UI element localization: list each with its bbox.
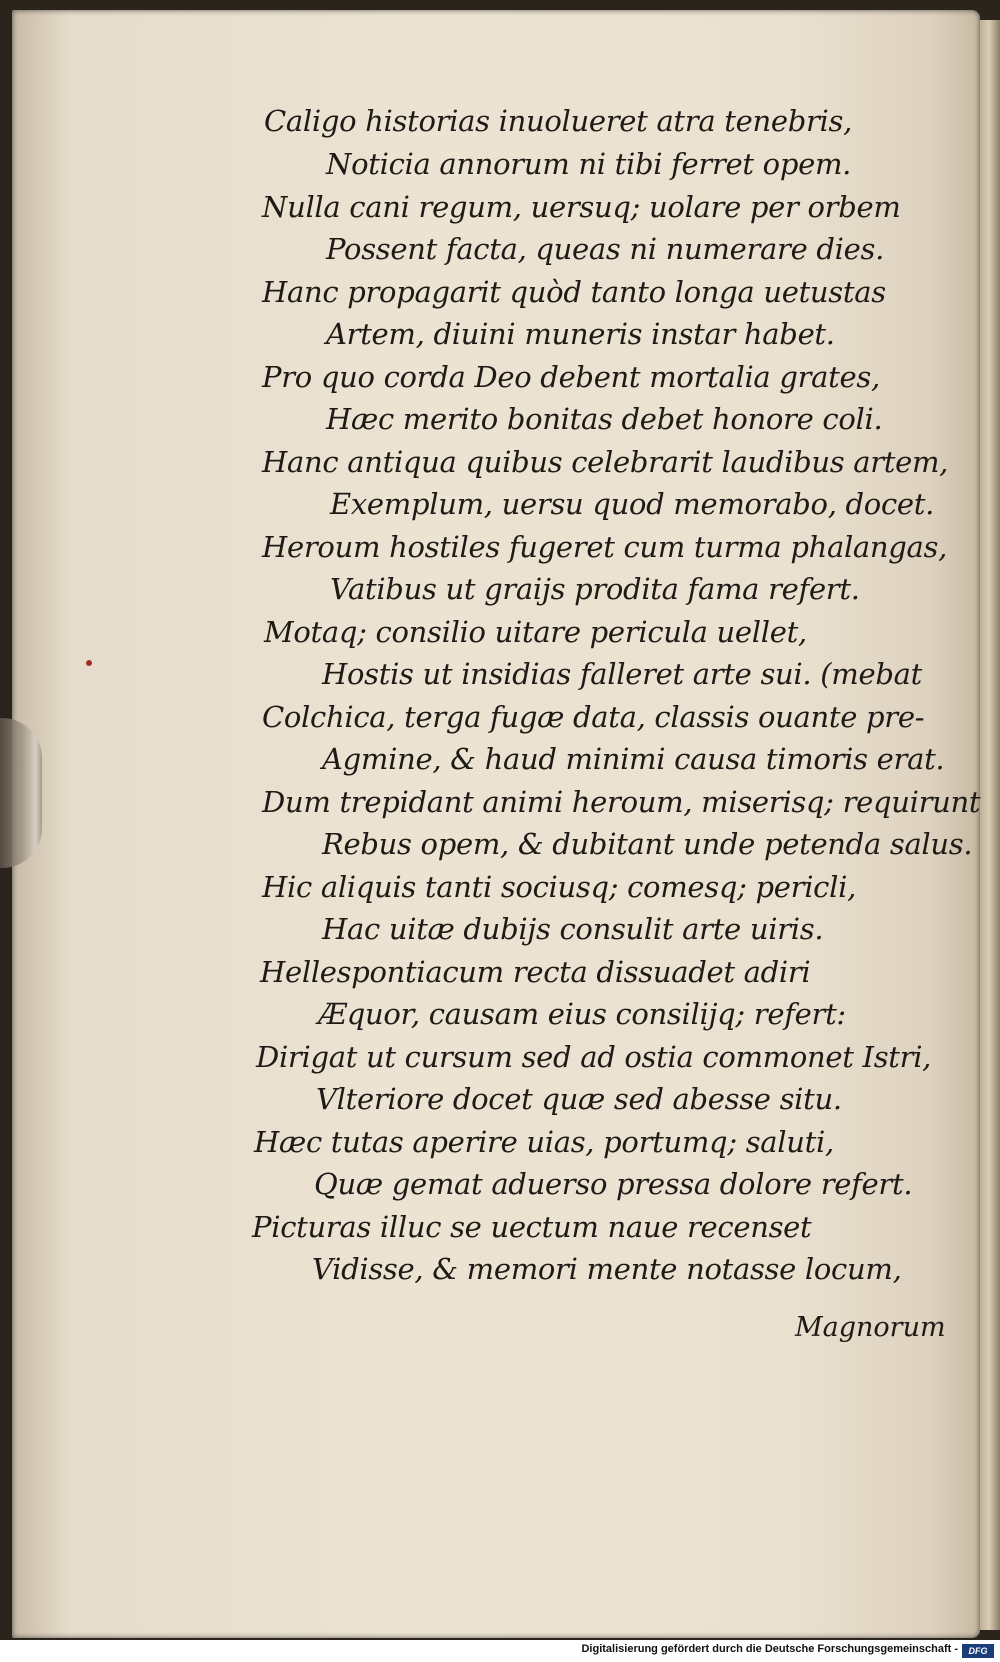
verse-line: Noticia annorum ni tibi ferret opem. [326,147,852,181]
verse-line: Quæ gemat aduerso pressa dolore refert. [314,1167,913,1201]
dfg-logo-icon: DFG [962,1644,994,1658]
verse-line: Rebus opem, & dubitant unde petenda salus. [322,827,973,861]
verse-line: Nulla cani regum, uersuq; uolare per orbem [262,190,901,224]
verse-line: Exemplum, uersu quod memorabo, docet. [330,487,935,521]
verse-line: Dum trepidant animi heroum, miserisq; requirunt [262,785,981,819]
verse-line: Vatibus ut graijs prodita fama refert. [330,572,860,606]
verse-line: Hæc merito bonitas debet honore coli. [326,402,883,436]
verse-line: Picturas illuc se uectum naue recenset [252,1210,812,1244]
verse-line: Æquor, causam eius consilijq; refert: [318,997,846,1031]
verse-line: Hostis ut insidias falleret arte sui. (mebat [322,657,922,691]
verse-line: Hellespontiacum recta dissuadet adiri [260,955,811,989]
verse-line: Artem, diuini muneris instar habet. [326,317,835,351]
footer-bar [0,1640,1000,1662]
verse-line: Agmine, & haud minimi causa timoris erat. [322,742,945,776]
verse-line: Pro quo corda Deo debent mortalia grates, [262,360,880,394]
verse-line: Hac uitæ dubijs consulit arte uiris. [322,912,824,946]
verse-line: Caligo historias inuolueret atra tenebris, [264,104,853,138]
catchword: Magnorum [795,1312,946,1343]
verse-line: Dirigat ut cursum sed ad ostia commonet Istri, [256,1040,932,1074]
verse-line: Hæc tutas aperire uias, portumq; saluti, [254,1125,834,1159]
verse-line: Hic aliquis tanti sociusq; comesq; pericli, [262,870,856,904]
verse-line: Vidisse, & memori mente notasse locum, [312,1252,902,1286]
verse-line: Possent facta, queas ni numerare dies. [326,232,884,266]
verse-line: Hanc antiqua quibus celebrarit laudibus artem, [262,445,949,479]
verse-line: Hanc propagarit quòd tanto longa uetustas [262,275,886,309]
verse-line: Vlteriore docet quæ sed abesse situ. [316,1082,842,1116]
verse-line: Heroum hostiles fugeret cum turma phalangas, [262,530,948,564]
funding-credit: Digitalisierung gefördert durch die Deutsche Forschungsgemeinschaft - [581,1643,958,1655]
verse-line: Motaq; consilio uitare pericula uellet, [264,615,807,649]
verse-line: Colchica, terga fugæ data, classis ouante pre- [262,700,925,734]
